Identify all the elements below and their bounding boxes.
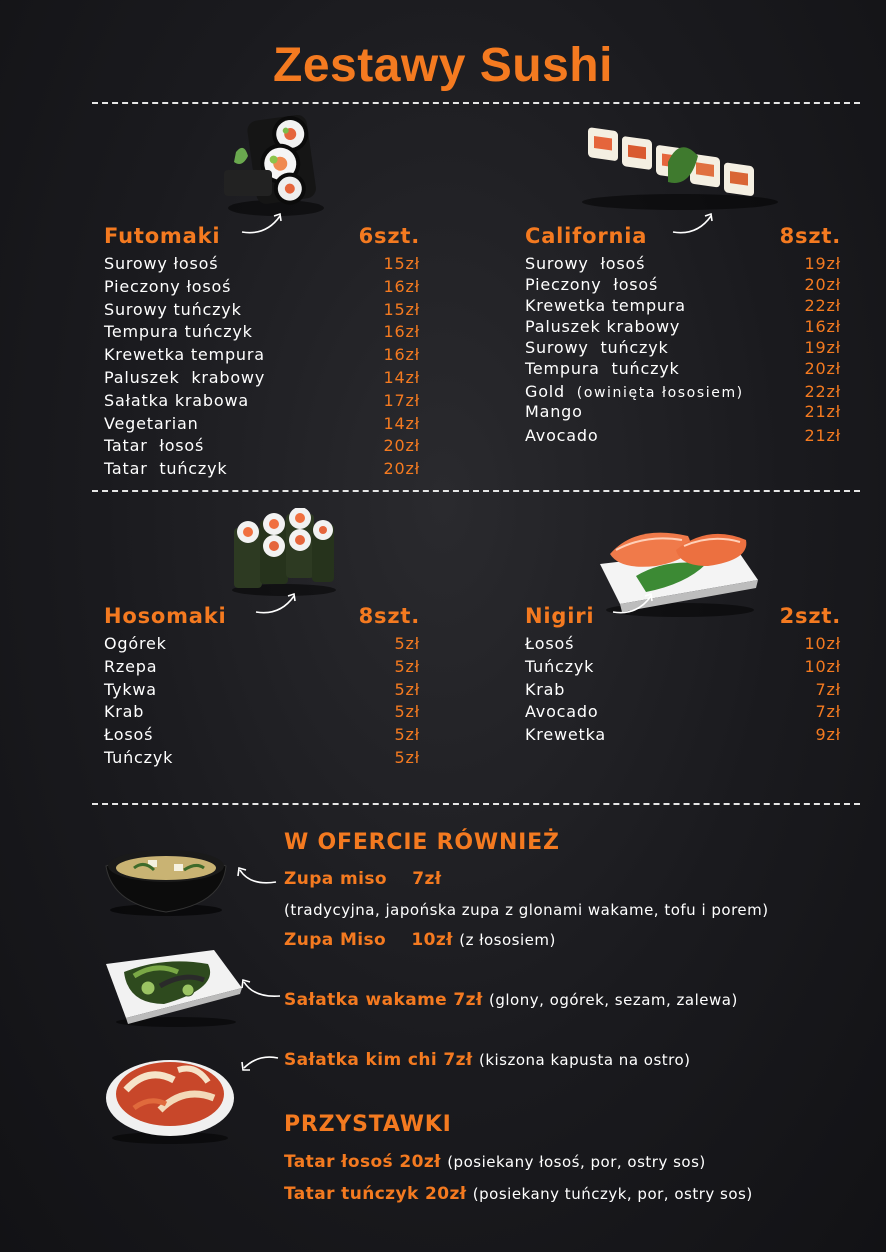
list-item <box>104 368 420 391</box>
miso-salmon-line <box>284 930 556 950</box>
item-list <box>104 254 420 482</box>
item-price: 9zł <box>815 725 841 745</box>
starters-heading: PRZYSTAWKI <box>284 1112 452 1137</box>
curved-arrow-icon <box>671 210 719 236</box>
item-price: 22zł <box>804 382 841 401</box>
list-item <box>104 322 420 345</box>
miso-price: 7zł <box>412 869 442 889</box>
kimchi-salad-photo <box>104 1046 236 1146</box>
list-item <box>525 254 841 275</box>
item-price: 15zł <box>383 299 420 319</box>
item-name: Sałatka krabowa <box>104 390 249 410</box>
item-name: Pieczony łosoś <box>104 276 232 296</box>
item-price: 20zł <box>383 436 420 456</box>
list-item <box>525 725 841 748</box>
section-name: Hosomaki <box>104 604 227 628</box>
miso-name: Zupa miso <box>284 869 387 889</box>
list-item <box>104 254 420 277</box>
divider-middle <box>92 490 860 492</box>
curved-arrow-icon <box>240 210 288 236</box>
miso-salmon-name: Zupa Miso <box>284 930 387 950</box>
item-price: 20zł <box>383 459 420 479</box>
item-name: Avocado <box>525 702 599 722</box>
section-nigiri <box>525 604 841 748</box>
item-name: Surowy łosoś <box>104 254 219 273</box>
section-count: 6szt. <box>358 224 420 248</box>
kimchi-line <box>284 1050 691 1070</box>
item-name: Krewetka tempura <box>525 296 686 315</box>
curved-arrow-icon <box>238 1052 280 1074</box>
section-count: 8szt. <box>779 224 841 248</box>
item-name: Tempura tuńczyk <box>525 359 680 378</box>
curved-arrow-icon <box>240 978 282 1000</box>
item-note: (owinięta łososiem) <box>576 385 744 401</box>
list-item <box>525 634 841 657</box>
list-item <box>525 275 841 296</box>
item-price: 5zł <box>394 679 420 699</box>
item-price: 14zł <box>383 413 420 433</box>
item-price: 7zł <box>815 679 841 699</box>
wakame-note: (glony, ogórek, sezam, zalewa) <box>489 991 738 1009</box>
item-price: 21zł <box>804 402 841 421</box>
miso-salmon-note: (z łososiem) <box>459 931 556 949</box>
kimchi-note: (kiszona kapusta na ostro) <box>478 1051 691 1069</box>
item-name: Krab <box>104 702 145 722</box>
item-price: 14zł <box>383 367 420 387</box>
item-price: 5zł <box>394 702 420 722</box>
item-price: 7zł <box>815 702 841 722</box>
wakame-salad-photo <box>104 948 244 1028</box>
list-item <box>104 702 420 725</box>
item-price: 5zł <box>394 634 420 653</box>
item-list <box>525 634 841 748</box>
list-item <box>104 657 420 680</box>
item-name: Mango <box>525 402 583 421</box>
section-name: California <box>525 224 648 248</box>
list-item <box>104 436 420 459</box>
wakame-name: Sałatka wakame 7zł <box>284 990 483 1010</box>
item-name: Pieczony łosoś <box>525 275 659 294</box>
curved-arrow-icon <box>254 590 302 616</box>
curved-arrow-icon <box>236 864 278 886</box>
section-futomaki <box>104 224 420 482</box>
item-price: 19zł <box>804 338 841 357</box>
item-name: Avocado <box>525 426 599 445</box>
item-name: Krab <box>525 679 566 699</box>
list-item <box>525 702 841 725</box>
item-name: Surowy tuńczyk <box>104 299 242 319</box>
page-title: Zestawy Sushi <box>273 39 613 92</box>
item-price: 19zł <box>804 254 841 273</box>
item-name: Paluszek krabowy <box>525 317 681 336</box>
wakame-line <box>284 990 738 1010</box>
section-header <box>525 604 841 630</box>
item-price: 5zł <box>394 725 420 745</box>
curved-arrow-icon <box>611 590 659 616</box>
item-name: Łosoś <box>104 725 154 745</box>
list-item <box>104 277 420 300</box>
item-name: Tatar łosoś <box>104 436 205 456</box>
item-price: 10zł <box>804 634 841 653</box>
extras-heading: W OFERCIE RÓWNIEŻ <box>284 830 560 855</box>
miso-note: (tradycyjna, japońska zupa z glonami wakame, tofu i porem) <box>284 901 769 919</box>
section-header <box>525 224 841 250</box>
item-name: Ogórek <box>104 634 167 653</box>
item-price: 15zł <box>383 254 420 273</box>
item-price: 16zł <box>383 322 420 342</box>
list-item <box>525 359 841 382</box>
starter-line <box>284 1184 753 1204</box>
list-item <box>104 725 420 748</box>
futomaki-photo <box>218 112 328 222</box>
section-count: 8szt. <box>358 604 420 628</box>
item-price: 10zł <box>804 656 841 676</box>
item-price: 20zł <box>804 275 841 294</box>
section-header <box>104 604 420 630</box>
list-item <box>104 634 420 657</box>
list-item <box>104 748 420 771</box>
item-name: Surowy tuńczyk <box>525 338 669 357</box>
list-item <box>525 382 841 402</box>
starter-note: (posiekany tuńczyk, por, ostry sos) <box>472 1185 753 1203</box>
california-roll-photo <box>580 122 780 212</box>
divider-bottom <box>92 803 860 805</box>
item-name: Łosoś <box>525 634 575 653</box>
starter-note: (posiekany łosoś, por, ostry sos) <box>447 1153 706 1171</box>
section-name: Nigiri <box>525 604 595 628</box>
miso-soup-photo <box>104 838 230 918</box>
item-name: Vegetarian <box>104 413 199 433</box>
list-item <box>525 657 841 680</box>
item-name: Surowy łosoś <box>525 254 646 273</box>
list-item <box>525 402 841 426</box>
item-list <box>104 634 420 771</box>
item-name: Tempura tuńczyk <box>104 322 253 342</box>
section-hosomaki <box>104 604 420 771</box>
item-name: Krewetka <box>525 725 606 745</box>
list-item <box>525 338 841 359</box>
miso-salmon-price: 10zł <box>411 930 453 950</box>
list-item <box>525 317 841 338</box>
item-price: 22zł <box>804 296 841 315</box>
section-count: 2szt. <box>779 604 841 628</box>
item-price: 17zł <box>383 390 420 410</box>
divider-top <box>92 102 860 104</box>
starter-name: Tatar tuńczyk 20zł <box>284 1184 467 1204</box>
section-header <box>104 224 420 250</box>
item-price: 16zł <box>383 345 420 365</box>
item-price: 5zł <box>394 747 420 767</box>
item-name: Tykwa <box>104 679 157 699</box>
section-california <box>525 224 841 447</box>
list-item <box>104 391 420 414</box>
item-price: 5zł <box>394 656 420 676</box>
list-item <box>525 426 841 447</box>
item-name: Paluszek krabowy <box>104 367 266 387</box>
item-name: Tuńczyk <box>104 747 174 767</box>
item-name-text: Gold <box>525 382 565 401</box>
item-name: Tatar tuńczyk <box>104 459 228 479</box>
list-item <box>525 680 841 703</box>
list-item <box>525 296 841 317</box>
item-list <box>525 254 841 447</box>
item-price: 21zł <box>804 426 841 445</box>
item-name <box>525 382 744 401</box>
item-price: 16zł <box>804 317 841 336</box>
list-item <box>104 345 420 368</box>
item-price: 16zł <box>383 276 420 296</box>
item-name: Tuńczyk <box>525 656 595 676</box>
section-name: Futomaki <box>104 224 221 248</box>
list-item <box>104 459 420 482</box>
miso-line <box>284 869 441 889</box>
item-name: Rzepa <box>104 656 158 676</box>
item-price: 20zł <box>804 359 841 378</box>
starter-line <box>284 1152 706 1172</box>
item-name: Krewetka tempura <box>104 345 265 365</box>
list-item <box>104 414 420 437</box>
kimchi-name: Sałatka kim chi 7zł <box>284 1050 473 1070</box>
starter-name: Tatar łosoś 20zł <box>284 1152 441 1172</box>
hosomaki-photo <box>228 508 338 598</box>
list-item <box>104 680 420 703</box>
list-item <box>104 300 420 323</box>
